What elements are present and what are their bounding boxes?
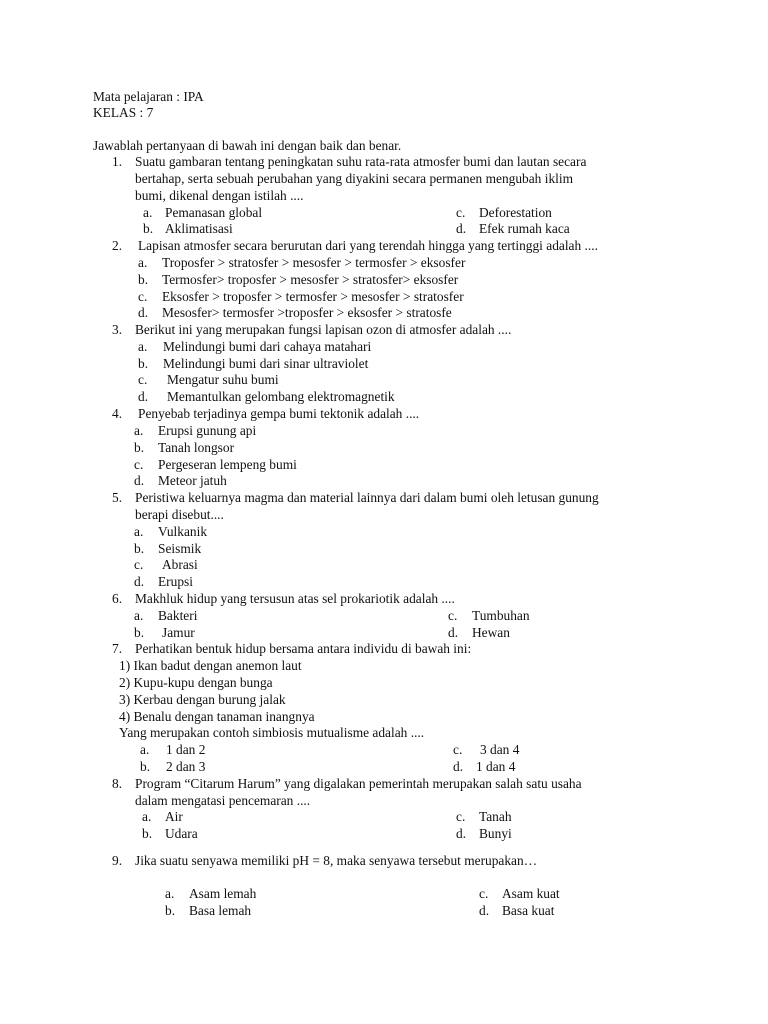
option-text: Erupsi <box>158 574 193 589</box>
option-text: 2 dan 3 <box>166 759 206 774</box>
option-letter: d. <box>138 389 149 404</box>
option-letter: b. <box>134 625 145 640</box>
option-text: Vulkanik <box>158 524 208 539</box>
question-text: Peristiwa keluarnya magma dan material lainnya dari dalam bumi oleh letusan gunung <box>135 490 599 505</box>
option-text: Erupsi gunung api <box>158 423 257 438</box>
option-letter: b. <box>138 356 149 371</box>
question-text: dalam mengatasi pencemaran .... <box>135 793 311 808</box>
subject-label: Mata pelajaran : IPA <box>93 89 204 104</box>
option-text: Basa lemah <box>189 903 252 918</box>
option-text: Efek rumah kaca <box>479 221 570 236</box>
option-letter: a. <box>142 809 152 824</box>
option-text: Basa kuat <box>502 903 555 918</box>
option-letter: c. <box>453 742 463 757</box>
option-letter: a. <box>140 742 150 757</box>
option-letter: a. <box>134 423 144 438</box>
grade-label: KELAS : 7 <box>93 105 154 120</box>
question-text: bertahap, serta sebuah perubahan yang diyakini secara permanen mengubah iklim <box>135 171 574 186</box>
option-letter: b. <box>134 440 145 455</box>
option-text: Pergeseran lempeng bumi <box>158 457 297 472</box>
option-letter: c. <box>138 289 148 304</box>
question-number: 4. <box>112 406 123 421</box>
option-text: Mesosfer> termosfer >troposfer > eksosfer > stratosfe <box>162 305 452 320</box>
option-text: Melindungi bumi dari sinar ultraviolet <box>163 356 369 371</box>
question-text: Jika suatu senyawa memiliki pH = 8, maka senyawa tersebut merupakan… <box>135 853 538 868</box>
option-letter: d. <box>479 903 490 918</box>
instruction-text: Jawablah pertanyaan di bawah ini dengan baik dan benar. <box>93 138 402 153</box>
option-text: Aklimatisasi <box>165 221 233 236</box>
option-text: 3 dan 4 <box>480 742 520 757</box>
option-text: 1 dan 2 <box>166 742 206 757</box>
option-letter: c. <box>138 372 148 387</box>
option-text: Troposfer > stratosfer > mesosfer > termosfer > eksosfer <box>162 255 466 270</box>
option-letter: c. <box>134 557 144 572</box>
option-letter: d. <box>138 305 149 320</box>
option-letter: d. <box>453 759 464 774</box>
statement-item: 1) Ikan badut dengan anemon laut <box>119 658 302 673</box>
option-letter: a. <box>134 608 144 623</box>
question-text: Program “Citarum Harum” yang digalakan pemerintah merupakan salah satu usaha <box>135 776 582 791</box>
option-text: Air <box>165 809 183 824</box>
option-text: Jamur <box>162 625 195 640</box>
option-text: Eksosfer > troposfer > termosfer > mesosfer > stratosfer <box>162 289 464 304</box>
question-text: Suatu gambaran tentang peningkatan suhu rata-rata atmosfer bumi dan lautan secara <box>135 154 587 169</box>
statement-item: 4) Benalu dengan tanaman inangnya <box>119 709 315 724</box>
option-letter: b. <box>142 826 153 841</box>
option-letter: a. <box>134 524 144 539</box>
option-letter: c. <box>456 809 466 824</box>
option-letter: d. <box>134 473 145 488</box>
question-number: 8. <box>112 776 123 791</box>
question-text: bumi, dikenal dengan istilah .... <box>135 188 304 203</box>
option-text: Tanah longsor <box>158 440 235 455</box>
option-letter: c. <box>456 205 466 220</box>
option-text: 1 dan 4 <box>476 759 516 774</box>
option-text: Seismik <box>158 541 202 556</box>
question-text: Penyebab terjadinya gempa bumi tektonik adalah .... <box>138 406 420 421</box>
option-letter: d. <box>448 625 459 640</box>
option-letter: a. <box>165 886 175 901</box>
option-text: Bakteri <box>158 608 198 623</box>
option-text: Mengatur suhu bumi <box>167 372 279 387</box>
option-letter: b. <box>140 759 151 774</box>
question-number: 5. <box>112 490 123 505</box>
question-number: 3. <box>112 322 123 337</box>
question-stem: Yang merupakan contoh simbiosis mutualisme adalah .... <box>119 725 425 740</box>
option-letter: b. <box>138 272 149 287</box>
option-text: Melindungi bumi dari cahaya matahari <box>163 339 372 354</box>
option-text: Tumbuhan <box>472 608 530 623</box>
option-letter: d. <box>456 221 467 236</box>
option-letter: d. <box>456 826 467 841</box>
question-text: Lapisan atmosfer secara berurutan dari yang terendah hingga yang tertinggi adalah .... <box>138 238 598 253</box>
option-text: Asam kuat <box>502 886 560 901</box>
option-text: Pemanasan global <box>165 205 263 220</box>
question-number: 7. <box>112 641 123 656</box>
option-text: Udara <box>165 826 198 841</box>
option-letter: b. <box>165 903 176 918</box>
option-letter: b. <box>134 541 145 556</box>
question-text: Berikut ini yang merupakan fungsi lapisan ozon di atmosfer adalah .... <box>135 322 512 337</box>
question-text: Makhluk hidup yang tersusun atas sel prokariotik adalah .... <box>135 591 455 606</box>
option-text: Memantulkan gelombang elektromagnetik <box>167 389 395 404</box>
option-text: Tanah <box>479 809 512 824</box>
option-text: Termosfer> troposfer > mesosfer > stratosfer> eksosfer <box>162 272 459 287</box>
question-number: 2. <box>112 238 123 253</box>
option-text: Meteor jatuh <box>158 473 227 488</box>
option-text: Asam lemah <box>189 886 257 901</box>
option-letter: c. <box>479 886 489 901</box>
option-letter: a. <box>143 205 153 220</box>
statement-item: 2) Kupu-kupu dengan bunga <box>119 675 273 690</box>
option-letter: d. <box>134 574 145 589</box>
question-number: 9. <box>112 853 123 868</box>
option-letter: c. <box>134 457 144 472</box>
question-number: 6. <box>112 591 123 606</box>
question-text: Perhatikan bentuk hidup bersama antara individu di bawah ini: <box>135 641 472 656</box>
option-text: Abrasi <box>162 557 198 572</box>
option-letter: a. <box>138 255 148 270</box>
option-text: Bunyi <box>479 826 512 841</box>
statement-item: 3) Kerbau dengan burung jalak <box>119 692 286 707</box>
option-text: Hewan <box>472 625 510 640</box>
option-letter: a. <box>138 339 148 354</box>
option-letter: b. <box>143 221 154 236</box>
question-number: 1. <box>112 154 123 169</box>
option-text: Deforestation <box>479 205 552 220</box>
option-letter: c. <box>448 608 458 623</box>
question-text: berapi disebut.... <box>135 507 224 522</box>
